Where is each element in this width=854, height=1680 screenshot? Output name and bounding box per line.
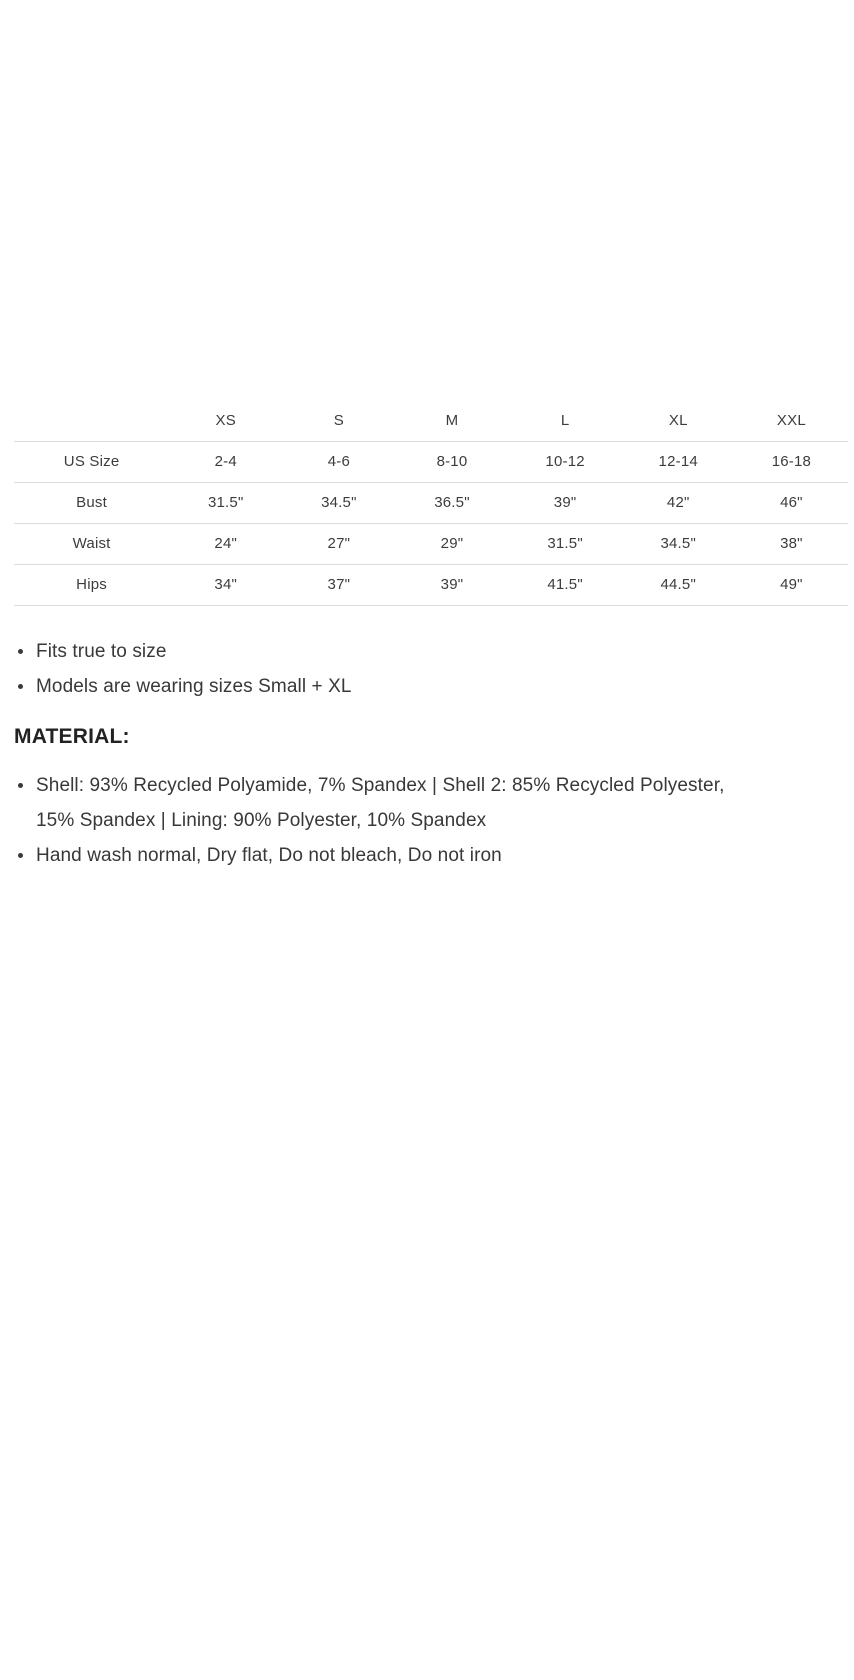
table-cell: 4-6	[327, 453, 350, 470]
table-cell: 38"	[780, 535, 803, 552]
table-cell: 34"	[214, 576, 238, 593]
row-label: Bust	[76, 494, 107, 511]
table-cell: 49"	[780, 576, 803, 593]
table-cell: 31.5"	[547, 535, 583, 552]
table-cell: 12-14	[658, 453, 698, 470]
table-cell: 31.5"	[207, 494, 244, 511]
material-text: Shell: 93% Recycled Polyamide, 7% Spandex | Shell 2: 85% Recycled Polyester, 15% Spandex | Lining: 90% Polyester, 10% Spandex	[36, 774, 725, 831]
table-cell: 34.5"	[660, 535, 696, 552]
material-heading: MATERIAL:	[14, 724, 130, 748]
table-cell: 10-12	[545, 453, 585, 470]
product-details-section	[0, 400, 854, 873]
table-cell: 29"	[440, 535, 464, 552]
row-label: Waist	[72, 535, 111, 552]
table-cell: 34.5"	[321, 494, 357, 511]
column-header-xs: XS	[215, 411, 236, 429]
table-cell: 42"	[666, 494, 690, 511]
material-list	[14, 768, 848, 873]
table-cell: 16-18	[771, 453, 812, 470]
fit-note-text: Models are wearing sizes Small + XL	[36, 675, 352, 697]
fit-notes-list	[14, 634, 848, 704]
size-chart-header-row	[14, 400, 848, 441]
table-row-hips	[14, 564, 848, 605]
size-chart-table	[14, 400, 848, 606]
table-cell: 39"	[440, 576, 464, 593]
table-cell: 24"	[214, 535, 238, 552]
table-row-waist	[14, 523, 848, 564]
table-cell: 36.5"	[434, 494, 470, 511]
table-cell: 27"	[327, 535, 351, 552]
list-item-fit	[14, 634, 848, 669]
table-row-us-size	[14, 441, 848, 482]
table-cell: 37"	[327, 576, 351, 593]
material-text: Hand wash normal, Dry flat, Do not bleach, Do not iron	[36, 844, 502, 866]
column-header-l: L	[560, 411, 570, 429]
row-label: US Size	[63, 453, 120, 470]
table-cell: 41.5"	[547, 576, 583, 593]
table-row-bust	[14, 482, 848, 523]
column-header-xxl: XXL	[776, 411, 806, 429]
list-item-care	[14, 838, 759, 873]
table-cell: 8-10	[436, 453, 468, 470]
table-cell: 2-4	[214, 453, 237, 470]
fit-note-text: Fits true to size	[36, 640, 167, 662]
table-cell: 46"	[780, 494, 803, 511]
corner-cell	[14, 400, 169, 441]
list-item-models	[14, 669, 848, 704]
column-header-m: M	[445, 411, 459, 429]
table-cell: 44.5"	[660, 576, 696, 593]
row-label: Hips	[76, 576, 107, 593]
list-item-composition	[14, 768, 759, 838]
column-header-xl: XL	[668, 411, 688, 429]
table-cell: 39"	[553, 494, 577, 511]
column-header-s: S	[333, 411, 344, 429]
